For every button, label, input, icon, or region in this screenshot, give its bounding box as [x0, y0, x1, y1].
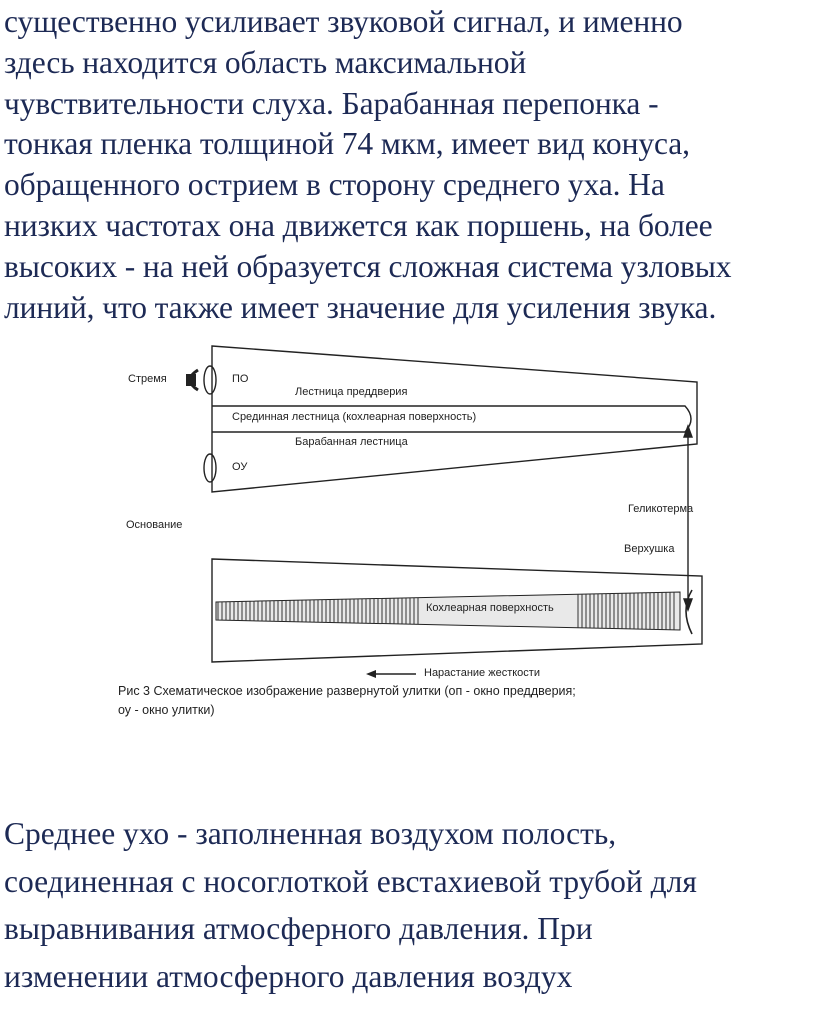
label-oval-window: ПО [232, 373, 249, 385]
label-apex: Верхушка [624, 543, 675, 555]
text-line: чувствительности слуха. Барабанная перепонка - [4, 85, 659, 121]
label-scala-tympani: Барабанная лестница [295, 436, 408, 448]
text-line: выравнивания атмосферного давления. При [4, 911, 593, 946]
paragraph-bottom [4, 810, 816, 1000]
stapes-block [186, 374, 196, 386]
stiffness-arrow-head [366, 670, 376, 678]
label-stapes: Стремя [128, 373, 167, 385]
cochlea-diagram [100, 340, 740, 740]
caption-line: оу - окно улитки) [118, 703, 215, 717]
cochlea-drawing [100, 340, 740, 740]
apex-shape [686, 590, 692, 634]
label-stiffness: Нарастание жесткости [424, 667, 540, 679]
label-scala-vestibuli: Лестница преддверия [295, 386, 408, 398]
text-line: обращенного острием в сторону среднего уха. На [4, 167, 665, 203]
round-window-shape [204, 454, 216, 482]
text-line: здесь находится область максимальной [4, 44, 527, 80]
text-line: соединенная с носоглоткой евстахиевой трубой для [4, 863, 697, 899]
label-cochlear-surface: Кохлеарная поверхность [426, 602, 554, 614]
caption-line: Рис 3 Схематическое изображение развернутой улитки (оп - окно преддверия; [118, 684, 576, 698]
text-line: Среднее ухо - заполненная воздухом полость, [4, 816, 617, 851]
label-base: Основание [126, 519, 183, 531]
paragraph-top [4, 2, 816, 328]
text-line: низких частотах она движется как поршень, на более [4, 207, 713, 243]
text-line: существенно усиливает звуковой сигнал, и именно [4, 4, 683, 39]
text-line: линий, что также имеет значение для усиления звука. [4, 289, 717, 325]
figure-caption [118, 682, 576, 720]
label-scala-media: Срединная лестница (кохлеарная поверхность) [232, 411, 477, 423]
label-helicotrema: Геликотерма [628, 503, 694, 515]
text-line: тонкая пленка толщиной 74 мкм, имеет вид конуса, [4, 126, 690, 162]
label-round-window: ОУ [232, 461, 248, 473]
text-line: высоких - на ней образуется сложная система узловых [4, 248, 732, 284]
text-line: изменении атмосферного давления воздух [4, 958, 573, 994]
oval-window-shape [204, 366, 216, 394]
